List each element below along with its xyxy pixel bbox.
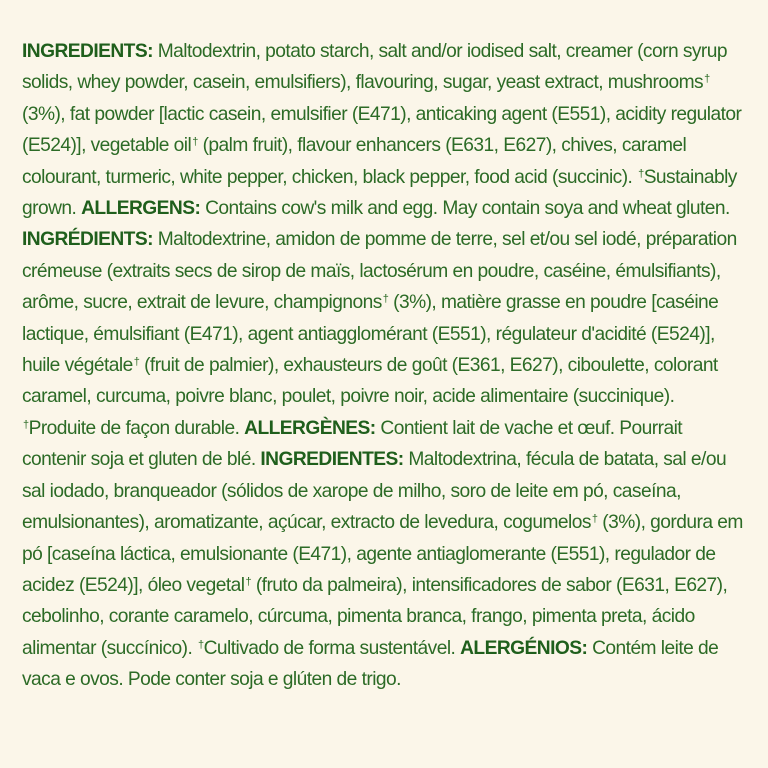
ingredients-text-pt-1: Maltodextrina, fécula de batata, sal e/ou sal iodado, branqueador (sólidos de xarope de milho, soro de leite em pó, caseína, emulsionantes), aromatizante, açúcar, extracto de levedura, cogumelos bbox=[22, 449, 727, 534]
dagger-mark: † bbox=[133, 356, 140, 369]
ingredients-text-fr-3: (fruit de palmier), exhausteurs de goût (E361, E627), ciboulette, colorant caramel, curcuma, poivre blanc, poulet, poivre noir, acide alimentaire (succinique). bbox=[22, 355, 718, 408]
dagger-mark: † bbox=[192, 136, 198, 149]
allergens-heading-pt: ALERGÉNIOS: bbox=[460, 637, 588, 659]
ingredients-heading-en: INGREDIENTS: bbox=[22, 41, 153, 62]
allergens-text-en: Contains cow's milk and egg. May contain soya and wheat gluten. bbox=[200, 198, 730, 220]
allergens-heading-fr: ALLERGÈNES: bbox=[244, 417, 376, 439]
sustainability-note-fr: Produite de façon durable. bbox=[28, 417, 245, 439]
dagger-mark: † bbox=[591, 513, 598, 526]
sustainability-note-en: Sustainably grown. bbox=[22, 166, 737, 220]
dagger-mark: † bbox=[23, 418, 29, 431]
ingredients-text-en-1: Maltodextrin, potato starch, salt and/or iodised salt, creamer (corn syrup solids, whey powder, casein, emulsifiers), flavouring, sugar, yeast extract, mushrooms bbox=[22, 41, 728, 94]
ingredients-heading-pt: INGREDIENTES: bbox=[260, 449, 404, 471]
allergens-text-fr: Contient lait de vache et œuf. Pourrait contenir soja et gluten de blé. bbox=[22, 417, 683, 471]
ingredients-text-pt-3: (fruto da palmeira), intensificadores de sabor (E631, E627), cebolinho, corante caramelo, cúrcuma, pimenta branca, frango, pimenta preta, ácido alimentar (succínico). bbox=[22, 574, 728, 659]
ingredients-text-fr-1: Maltodextrine, amidon de pomme de terre, sel et/ou sel iodé, préparation crémeuse (extraits secs de sirop de maïs, lactosérum en poudre, caséine, émulsifiants), arôme, sucre, extrait de levure, champignons bbox=[22, 229, 737, 314]
dagger-mark: † bbox=[638, 167, 644, 180]
ingredients-text-fr-2: (3%), matière grasse en poudre [caséine lactique, émulsifiant (E471), agent antiagglomérant (E551), régulateur d'acidité (E524)], huile végétale bbox=[22, 292, 719, 377]
dagger-mark: † bbox=[382, 293, 389, 306]
ingredients-text-pt-2: (3%), gordura em pó [caseína láctica, emulsionante (E471), agente antiaglomerante (E551), regulador de acidez (E524)], óleo vegetal bbox=[22, 512, 743, 596]
ingredients-text-en-2: (3%), fat powder [lactic casein, emulsifier (E471), anticaking agent (E551), acidity regulator (E524)], vegetable oil bbox=[22, 103, 742, 157]
dagger-mark: † bbox=[245, 575, 252, 588]
allergens-heading-en: ALLERGENS: bbox=[81, 198, 201, 220]
allergens-text-pt: Contém leite de vaca e ovos. Pode conter soja e glúten de trigo. bbox=[22, 637, 719, 691]
ingredients-paragraph bbox=[22, 36, 744, 696]
ingredients-text-en-3: (palm fruit), flavour enhancers (E631, E627), chives, caramel colourant, turmeric, white pepper, chicken, black pepper, food acid (succinic). bbox=[22, 135, 687, 188]
ingredients-heading-fr: INGRÉDIENTS: bbox=[22, 229, 153, 251]
dagger-mark: † bbox=[704, 73, 710, 86]
dagger-mark: † bbox=[198, 638, 204, 651]
sustainability-note-pt: Cultivado de forma sustentável. bbox=[203, 637, 461, 659]
